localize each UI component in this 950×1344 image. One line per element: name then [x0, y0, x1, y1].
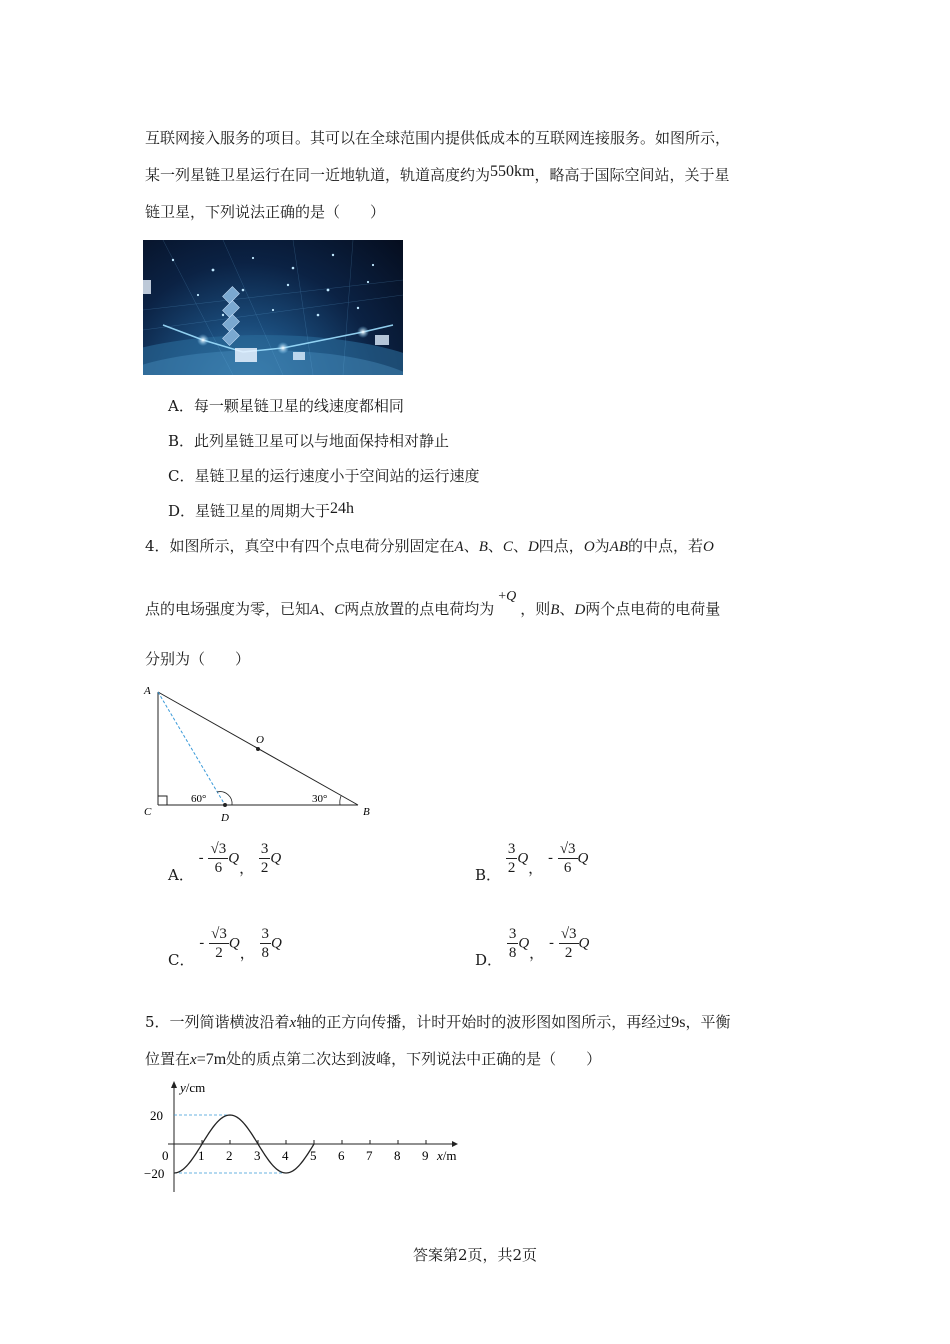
sep: 、 — [559, 600, 575, 618]
intro-line-2 — [145, 165, 729, 186]
label-c: C — [144, 806, 152, 818]
position-value: =7m — [196, 1051, 227, 1068]
label-b: B — [363, 806, 370, 818]
q4-line-3: 分别为（ ） — [145, 650, 251, 668]
q4-text: 点的电场强度为零，已知 — [145, 600, 311, 618]
fraction: $\frac{√3}{2}$ — [560, 926, 577, 961]
q5-text: 位置在 — [145, 1050, 191, 1068]
var-a: A — [310, 602, 320, 618]
starlink-image — [143, 240, 403, 375]
x-tick-label: 1 — [198, 1148, 205, 1163]
q5-line-2 — [145, 1049, 601, 1070]
q4-text: 4．如图所示，真空中有四个点电荷分别固定在 — [145, 537, 455, 555]
q4-option-b — [475, 840, 589, 884]
intro-line-3: 链卫星，下列说法正确的是（ ） — [145, 203, 386, 221]
var-b: B — [478, 539, 488, 555]
q5-line-1 — [145, 1012, 730, 1033]
q4-text: 两个点电荷的电荷量 — [585, 600, 721, 618]
q4-text: 两点放置的点电荷均为 — [344, 600, 495, 618]
sep: 、 — [463, 537, 479, 555]
q5-text: 5．一列简谐横波沿着 — [145, 1013, 290, 1031]
x-ticks — [198, 1140, 429, 1163]
var-x: x — [190, 1052, 197, 1068]
orbit-height: 550km — [490, 163, 535, 180]
x-tick-label: 3 — [254, 1148, 261, 1163]
option-label: B． — [475, 865, 502, 884]
sep: 、 — [512, 537, 528, 555]
angle-30-label: 30° — [312, 793, 328, 805]
time-value: 9s — [671, 1014, 686, 1031]
period-value: 24h — [330, 500, 355, 517]
q3-option-c: C．星链卫星的运行速度小于空间站的运行速度 — [168, 467, 480, 485]
var-a: A — [454, 539, 464, 555]
q5-text: ，平衡 — [685, 1013, 731, 1031]
label-d: D — [221, 812, 229, 824]
q4-line-1 — [145, 536, 714, 557]
comma: ， — [239, 943, 255, 962]
q4-text: 四点， — [538, 537, 584, 555]
intro-text: ，略高于国际空间站，关于星 — [534, 166, 730, 184]
minus: - — [548, 933, 555, 952]
x-tick-label: 4 — [282, 1148, 289, 1163]
y-axis-arrow — [171, 1081, 177, 1088]
sep: 、 — [487, 537, 503, 555]
x-axis-label: x/m — [437, 1148, 457, 1163]
fraction: $\frac{3}{2}$ — [260, 841, 269, 876]
q4-text: ，则 — [520, 600, 551, 618]
var-q: Q — [518, 935, 530, 952]
right-angle-mark — [158, 796, 167, 805]
q4-option-a — [168, 840, 282, 884]
var-q: Q — [271, 935, 282, 952]
angle-arc-60 — [217, 792, 232, 805]
var-ab: AB — [609, 539, 628, 555]
charge-plus-q: +Q — [498, 589, 517, 604]
y-axis-label: y/cm — [180, 1080, 206, 1095]
fraction: $\frac{3}{8}$ — [508, 926, 517, 961]
fraction: $\frac{3}{8}$ — [261, 926, 269, 961]
minus: - — [547, 848, 554, 867]
option-label: D． — [475, 950, 503, 969]
y-top-label: 20 — [150, 1108, 163, 1123]
wave-graph — [140, 1076, 470, 1196]
label-o: O — [256, 734, 264, 746]
var-o: O — [583, 539, 595, 555]
q5-text: 轴的正方向传播，计时开始时的波形图如图所示，再经过 — [296, 1013, 672, 1031]
x-tick-label: 8 — [394, 1148, 401, 1163]
starlink-illustration — [143, 240, 403, 375]
label-a: A — [144, 685, 151, 697]
var-o: O — [703, 539, 714, 555]
q3-option-d — [168, 501, 354, 522]
q3-option-a: A．每一颗星链卫星的线速度都相同 — [168, 397, 404, 415]
fraction: $\frac{3}{2}$ — [507, 841, 516, 876]
q3-option-b: B．此列星链卫星可以与地面保持相对静止 — [168, 432, 450, 450]
var-x: x — [289, 1015, 297, 1031]
var-c: C — [334, 602, 345, 618]
comma: ， — [528, 858, 544, 877]
minus: - — [199, 933, 205, 952]
q4-text: 的中点，若 — [628, 537, 704, 555]
var-c: C — [502, 539, 513, 555]
option-label: A． — [168, 865, 194, 884]
origin-label: 0 — [162, 1148, 169, 1163]
var-q: Q — [270, 850, 282, 867]
var-d: D — [574, 602, 586, 618]
var-q: Q — [228, 850, 240, 867]
var-q: Q — [578, 935, 590, 952]
var-q: Q — [228, 935, 240, 952]
angle-arc-30 — [340, 796, 341, 805]
sep: 、 — [319, 600, 335, 618]
angle-60-label: 60° — [191, 793, 207, 805]
comma: ， — [239, 858, 255, 877]
y-bottom-label: −20 — [144, 1166, 165, 1181]
x-tick-label: 6 — [338, 1148, 345, 1163]
q4-text: 为 — [594, 537, 610, 555]
var-b: B — [550, 602, 560, 618]
point-d — [223, 803, 227, 807]
x-tick-label: 7 — [366, 1148, 373, 1163]
page-footer: 答案第2页，共2页 — [412, 1246, 538, 1264]
intro-line-1: 互联网接入服务的项目。其可以在全球范围内提供低成本的互联网连接服务。如图所示， — [145, 129, 731, 147]
fraction: $\frac{√3}{6}$ — [559, 841, 576, 876]
q3-option-d-text: D．星链卫星的周期大于 — [168, 502, 331, 520]
q4-option-c — [168, 925, 282, 969]
minus: - — [198, 848, 204, 867]
x-tick-label: 2 — [226, 1148, 233, 1163]
q5-text: 处的质点第二次达到波峰，下列说法中正确的是（ ） — [226, 1050, 602, 1068]
q4-option-d — [475, 925, 590, 969]
q4-line-2 — [145, 589, 721, 621]
x-axis-arrow — [452, 1141, 458, 1147]
comma: ， — [529, 943, 545, 962]
intro-text: 某一列星链卫星运行在同一近地轨道，轨道高度约为 — [145, 166, 491, 184]
var-q: Q — [517, 850, 529, 867]
dashed-ad — [158, 692, 225, 805]
x-tick-label: 5 — [310, 1148, 317, 1163]
point-o — [256, 747, 260, 751]
fraction: $\frac{√3}{2}$ — [211, 926, 227, 961]
var-d: D — [527, 539, 539, 555]
fraction: $\frac{√3}{6}$ — [210, 841, 227, 876]
triangle-diagram — [140, 680, 380, 825]
var-q: Q — [577, 850, 589, 867]
x-tick-label: 9 — [422, 1148, 429, 1163]
option-label: C． — [168, 950, 195, 969]
